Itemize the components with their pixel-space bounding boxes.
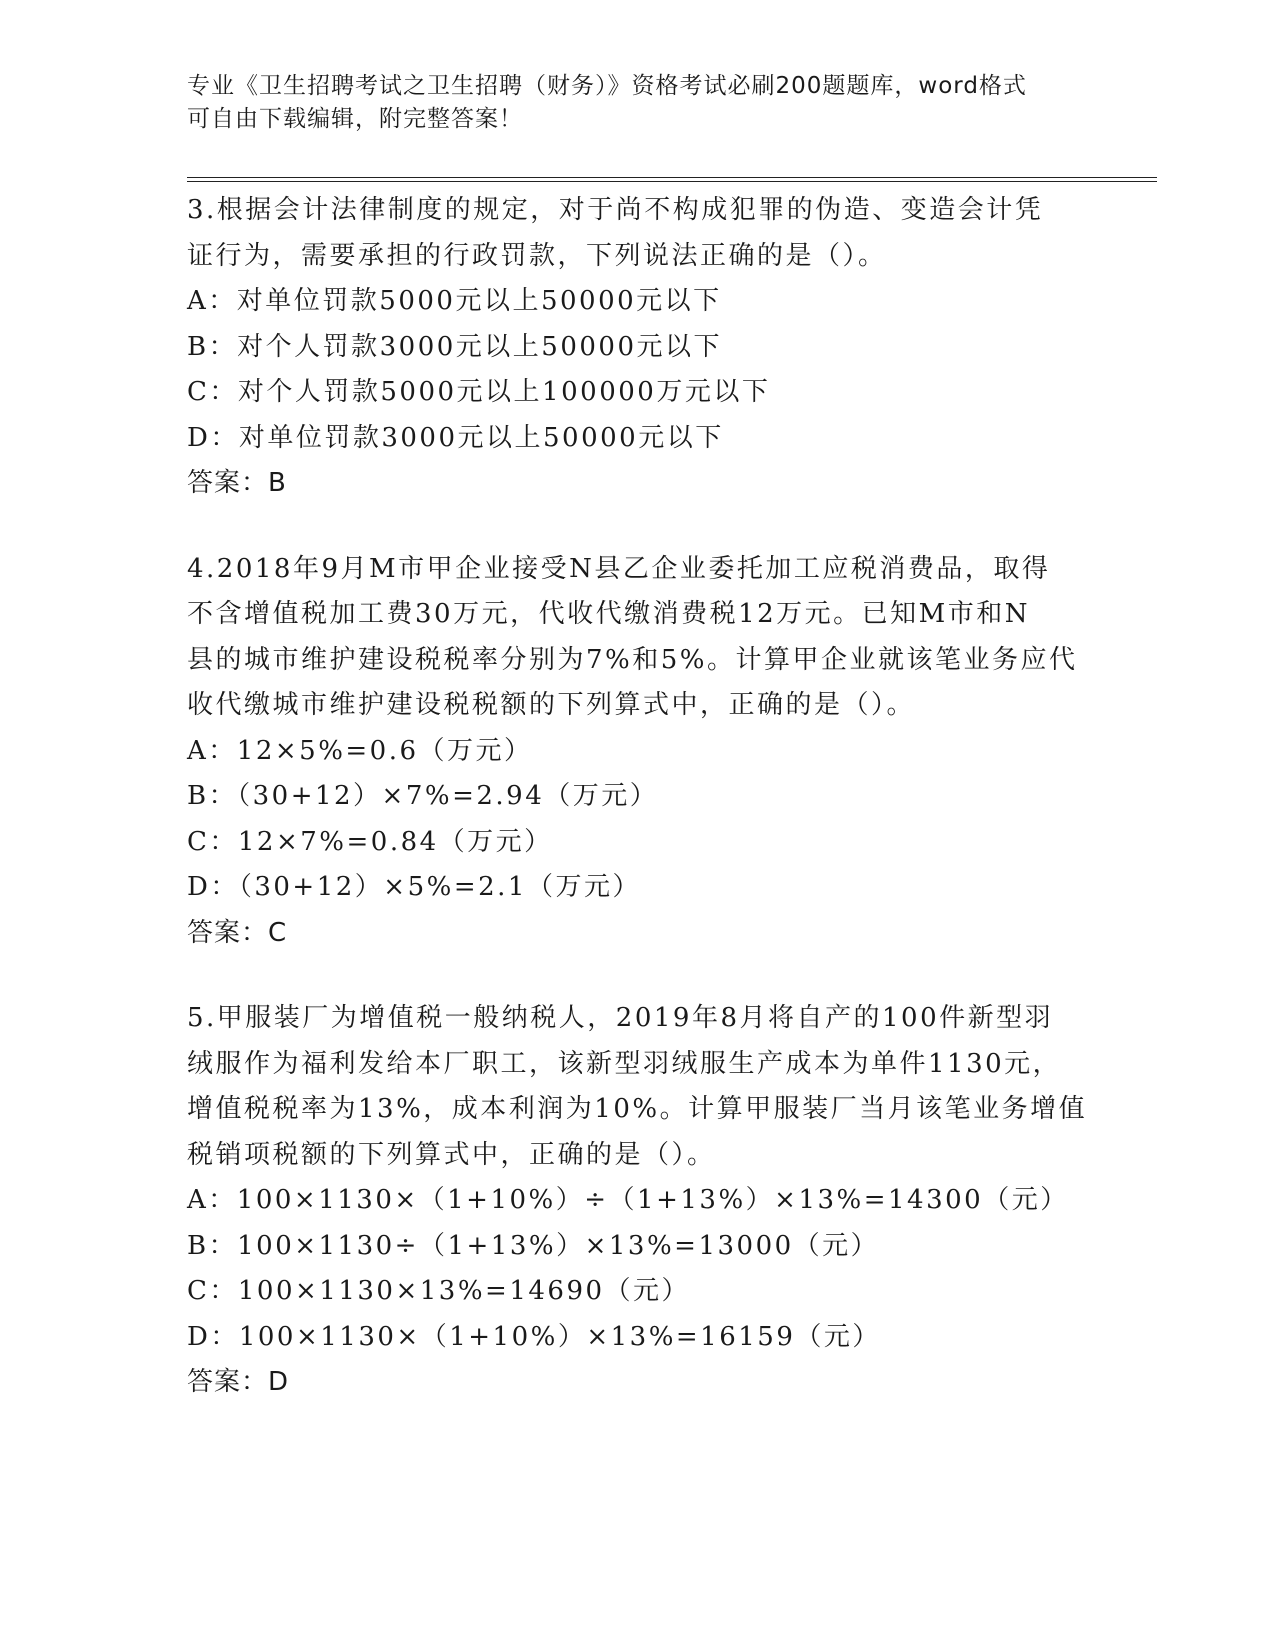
question-text-line: 增值税税率为13%，成本利润为10%。计算甲服装厂当月该笔业务增值	[187, 1094, 1088, 1124]
header-divider	[187, 177, 1157, 182]
option-c: C：12×7%=0.84（万元）	[187, 826, 553, 857]
question-text-line: 县的城市维护建设税税率分别为7%和5%。计算甲企业就该笔业务应代	[187, 644, 1078, 675]
question-text-line: 不含增值税加工费30万元，代收代缴消费税12万元。已知M市和N	[187, 599, 1031, 629]
option-d: D：（30+12）×5%=2.1（万元）	[187, 872, 641, 902]
answer-line	[187, 461, 1087, 507]
question-5	[187, 996, 1087, 1406]
option-d: D：100×1130×（1+10%）×13%=16159（元）	[187, 1321, 881, 1352]
option-a: A：对单位罚款5000元以上50000元以下	[187, 286, 722, 316]
question-text-line: 4.2018年9月M市甲企业接受N县乙企业委托加工应税消费品，取得	[187, 553, 1051, 584]
question-text-line: 绒服作为福利发给本厂职工，该新型羽绒服生产成本为单件1130元，	[187, 1048, 1062, 1079]
question-list	[187, 188, 1087, 1446]
document-header	[187, 70, 1087, 136]
question-4	[187, 547, 1087, 957]
option-a: A：12×5%=0.6（万元）	[187, 735, 533, 766]
question-text-line: 5.甲服装厂为增值税一般纳税人，2019年8月将自产的100件新型羽	[187, 1003, 1054, 1033]
option-b: B：对个人罚款3000元以上50000元以下	[187, 331, 722, 362]
option-d: D：对单位罚款3000元以上50000元以下	[187, 422, 724, 453]
answer-value: D	[268, 1367, 290, 1397]
answer-label: 答案：	[187, 1367, 269, 1397]
answer-value: C	[268, 917, 288, 948]
option-c: C：对个人罚款5000元以上100000万元以下	[187, 377, 771, 407]
question-text-line: 税销项税额的下列算式中，正确的是（）。	[187, 1139, 716, 1170]
option-c: C：100×1130×13%=14690（元）	[187, 1276, 691, 1306]
question-text-line: 3.根据会计法律制度的规定，对于尚不构成犯罪的伪造、变造会计凭	[187, 195, 1044, 225]
answer-value: B	[268, 468, 287, 498]
option-a: A：100×1130×（1+10%）÷（1+13%）×13%=14300（元）	[187, 1185, 1069, 1215]
option-b: B：（30+12）×7%=2.94（万元）	[187, 781, 659, 811]
question-text-line: 收代缴城市维护建设税税额的下列算式中，正确的是（）。	[187, 690, 916, 720]
option-b: B：100×1130÷（1+13%）×13%=13000（元）	[187, 1230, 880, 1261]
question-3	[187, 188, 1087, 507]
answer-label: 答案：	[187, 917, 269, 948]
answer-line	[187, 911, 1087, 957]
header-line: 专业《卫生招聘考试之卫生招聘（财务）》资格考试必刷200题题库，word格式	[187, 73, 1027, 99]
header-line: 可自由下载编辑，附完整答案！	[187, 106, 523, 132]
answer-line	[187, 1360, 1087, 1406]
answer-label: 答案：	[187, 468, 269, 498]
question-text-line: 证行为，需要承担的行政罚款，下列说法正确的是（）。	[187, 240, 887, 271]
